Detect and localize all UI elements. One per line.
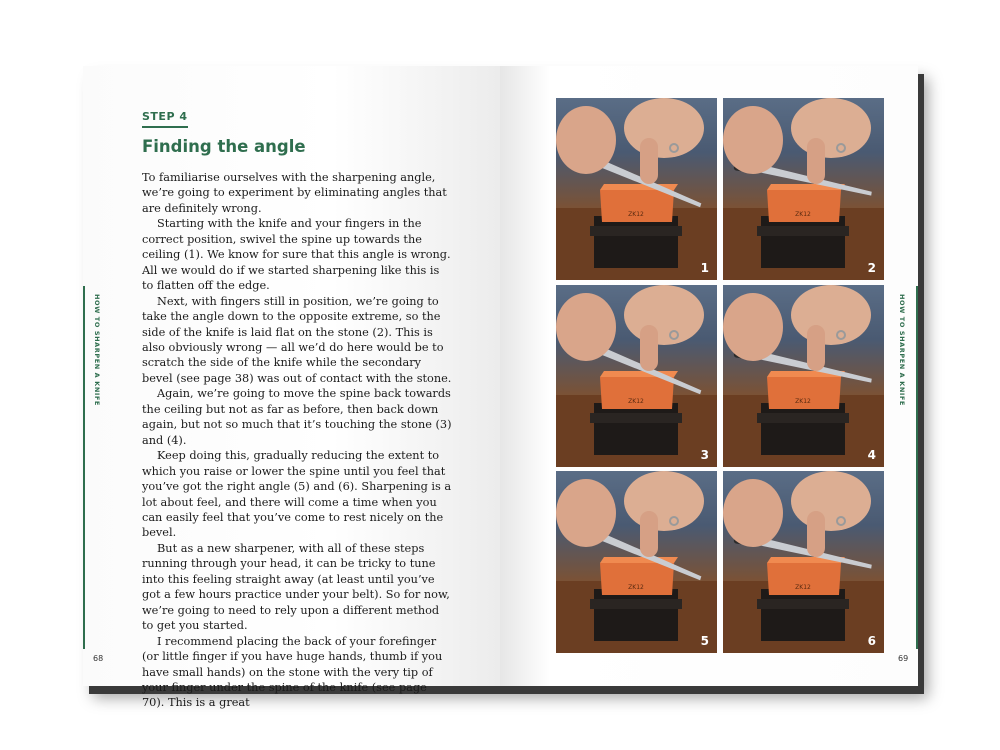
photo-illustration <box>723 98 884 280</box>
photo-number: 6 <box>867 634 876 648</box>
side-tab-bar <box>83 286 85 649</box>
paragraph: I recommend placing the back of your forefinger (or little finger if you have huge hands, thumb if you have small hands) on the stone with the very tip of your finger under the spine of the knife (see page 70). This is a great <box>142 634 443 710</box>
paragraph: Keep doing this, gradually reducing the extent to which you raise or lower the spine until you feel that you’ve got the right angle (5) and (6). Sharpening is a lot about feel, and there will come a time when you can easily feel that you’ve come to rest nicely on the bevel. <box>142 449 452 540</box>
photo-number: 1 <box>700 261 709 275</box>
photo-number: 2 <box>867 261 876 275</box>
sharpening-photo <box>723 98 884 280</box>
photo-number: 4 <box>867 448 876 462</box>
sharpening-photo <box>556 98 717 280</box>
paragraph: Again, we’re going to move the spine back towards the ceiling but not as far as before, then back down again, but not so much that it’s touching the stone (3) and (4). <box>142 387 452 447</box>
stone-label: ZK12 <box>795 584 811 591</box>
photo-number: 3 <box>700 448 709 462</box>
photo-illustration <box>723 285 884 467</box>
stone-label: ZK12 <box>795 398 811 405</box>
right-page <box>500 66 918 686</box>
photo-illustration <box>556 98 717 280</box>
left-page <box>83 66 500 710</box>
stone-label: ZK12 <box>628 584 644 591</box>
sharpening-photo <box>723 471 884 653</box>
photo-illustration <box>556 471 717 653</box>
photo-illustration <box>556 285 717 467</box>
side-tab-bar <box>916 286 918 649</box>
side-tab-label: HOW TO SHARPEN A KNIFE <box>898 294 906 406</box>
body-text <box>142 170 452 711</box>
sharpening-photo <box>556 471 717 653</box>
step-label: STEP 4 <box>142 110 188 128</box>
book-spread <box>83 66 918 710</box>
page-number: 69 <box>898 654 909 663</box>
stone-label: ZK12 <box>628 398 644 405</box>
paragraph: Starting with the knife and your fingers in the correct position, swivel the spine up towards the ceiling (1). We know for sure that this angle is wrong. All we would do if we started sharpening like this is to flatten off the edge. <box>142 217 451 293</box>
photo-illustration <box>723 471 884 653</box>
paragraph: To familiarise ourselves with the sharpening angle, we’re going to experiment by eliminating angles that are definitely wrong. <box>142 171 447 215</box>
paragraph: Next, with fingers still in position, we’re going to take the angle down to the opposite extreme, so the side of the knife is laid flat on the stone (2). This is also obviously wrong — all we’d do here would be to scratch the side of the knife while the secondary bevel (see page 38) was out of contact with the stone. <box>142 294 452 385</box>
sharpening-photo <box>723 285 884 467</box>
stone-label: ZK12 <box>795 211 811 218</box>
page-number: 68 <box>93 654 104 663</box>
side-tab-label: HOW TO SHARPEN A KNIFE <box>93 294 101 406</box>
page-title: Finding the angle <box>142 137 306 156</box>
photo-number: 5 <box>700 634 709 648</box>
paragraph: But as a new sharpener, with all of these steps running through your head, it can be tricky to tune into this feeling straight away (at least until you’ve got a few hours practice under your belt). So for now, we’re going to need to rely upon a different method to get you started. <box>142 541 450 633</box>
sharpening-photo <box>556 285 717 467</box>
stone-label: ZK12 <box>628 211 644 218</box>
